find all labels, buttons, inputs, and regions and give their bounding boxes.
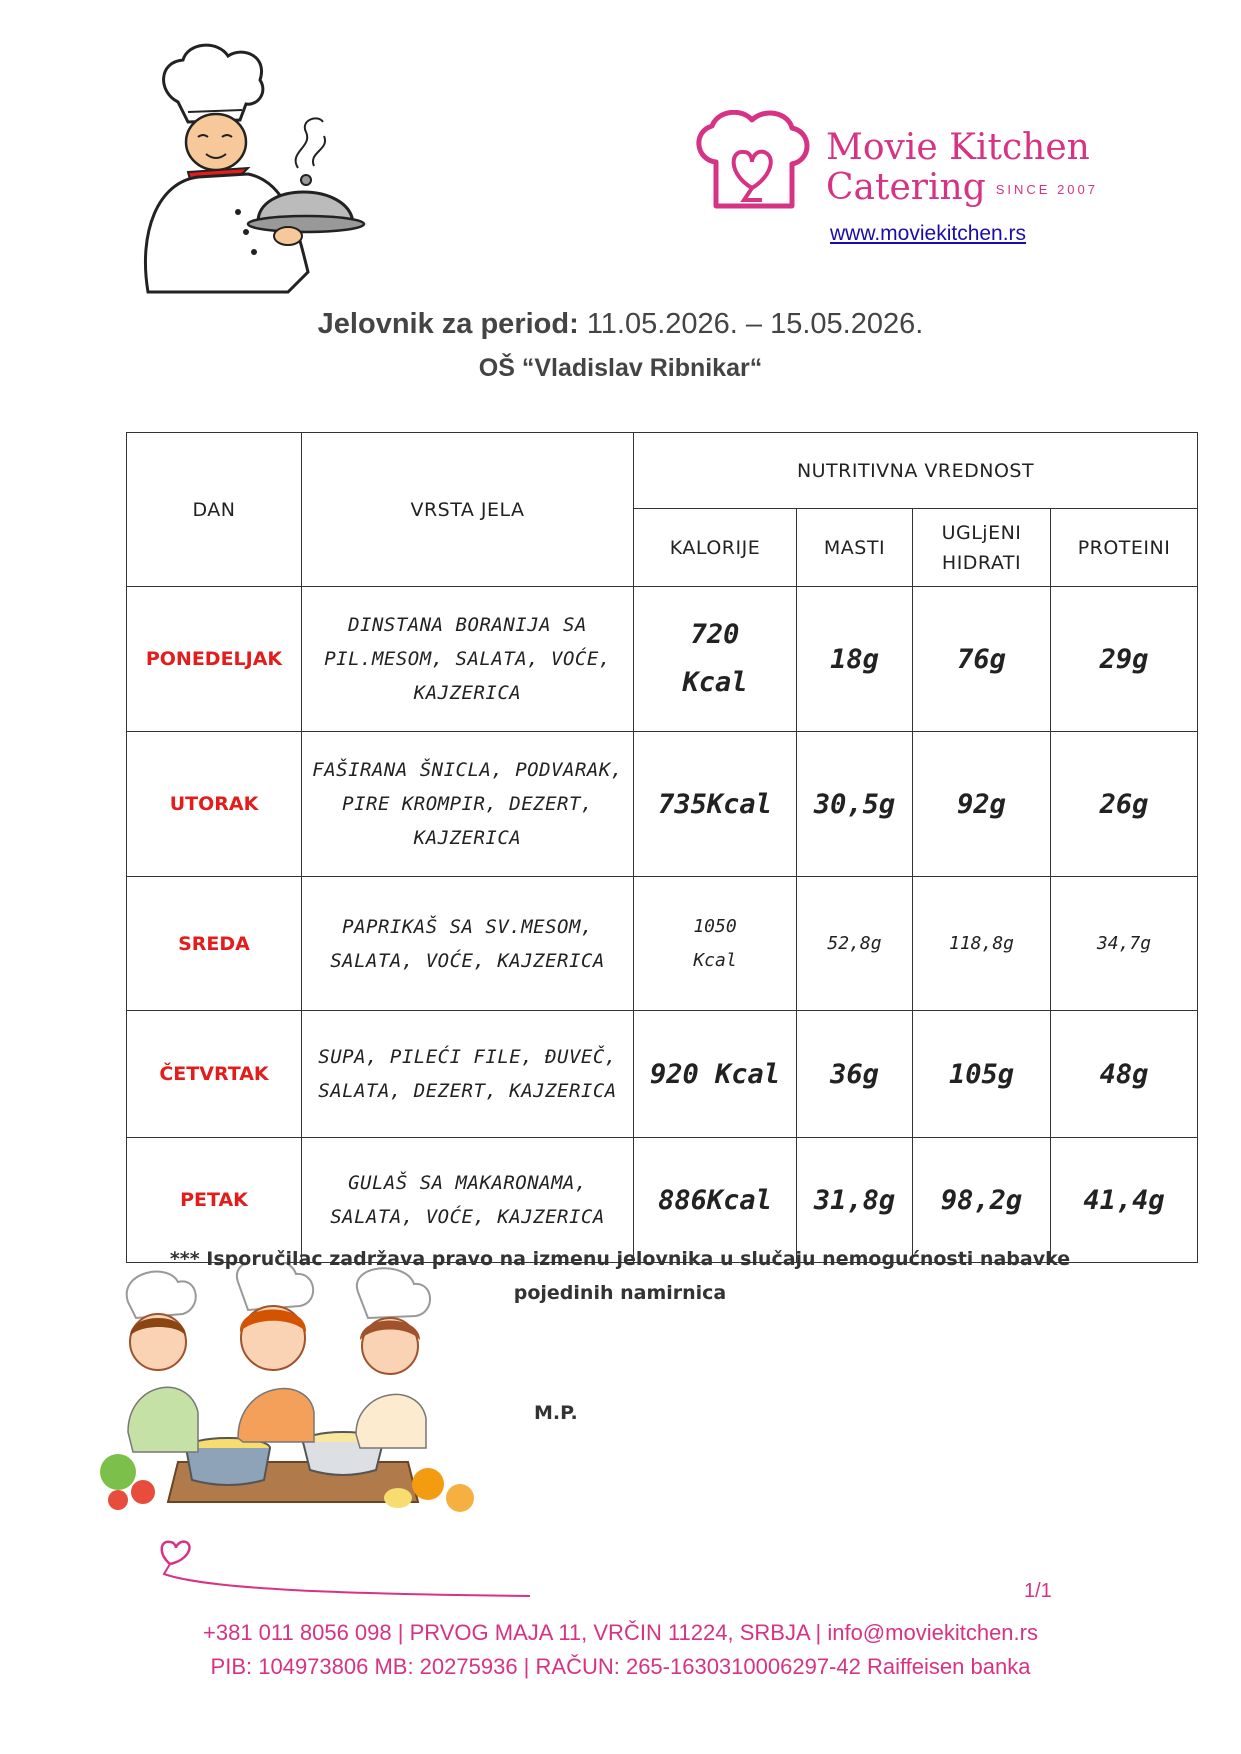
disclaimer-note: *** Isporučilac zadržava pravo na izmenu jelovnika u slučaju nemogućnosti nabavke pojedinih namirnica [169, 1248, 1071, 1304]
brand-logo-icon [688, 110, 816, 214]
table-row [127, 1011, 1198, 1138]
row-calories-unit: Kcal [682, 667, 748, 698]
title-period: 11.05.2026. – 15.05.2026. [586, 308, 924, 340]
heart-signature-icon [150, 1534, 540, 1604]
header-carbs-line2: HIDRATI [941, 551, 1022, 574]
page-number: 1/1 [1024, 1580, 1052, 1602]
row-dish: GULAŠ SA MAKARONAMA, SALATA, VOĆE, KAJZERICA [302, 1138, 634, 1263]
title-label: Jelovnik za period: [317, 308, 579, 340]
header-fat: MASTI [797, 509, 913, 587]
brand-line2: Catering [826, 167, 986, 208]
row-fat: 18g [797, 587, 913, 732]
row-carbs: 105g [913, 1011, 1051, 1138]
row-dish: SUPA, PILEĆI FILE, ĐUVEČ, SALATA, DEZERT, KAJZERICA [302, 1011, 634, 1138]
row-carbs: 92g [913, 732, 1051, 877]
row-calories-value: 720 [690, 619, 740, 650]
row-carbs: 98,2g [913, 1138, 1051, 1263]
header-nutrition: NUTRITIVNA VREDNOST [634, 433, 1198, 509]
row-fat: 31,8g [797, 1138, 913, 1263]
brand-since: SINCE 2007 [995, 182, 1098, 197]
menu-table [126, 432, 1198, 1263]
brand-line1: Movie Kitchen [826, 127, 1090, 168]
row-calories: 920 Kcal [634, 1011, 797, 1138]
row-day: UTORAK [127, 732, 302, 877]
header-carbs-line1: UGLjENI [941, 521, 1022, 544]
row-dish: DINSTANA BORANIJA SA PIL.MESOM, SALATA, VOĆE, KAJZERICA [302, 587, 634, 732]
stamp-label: M.P. [534, 1402, 578, 1424]
brand-name [826, 128, 1098, 210]
row-protein: 34,7g [1051, 877, 1198, 1011]
row-protein: 26g [1051, 732, 1198, 877]
row-carbs: 76g [913, 587, 1051, 732]
table-row [127, 587, 1198, 732]
row-protein: 29g [1051, 587, 1198, 732]
row-day: PETAK [127, 1138, 302, 1263]
row-dish: FAŠIRANA ŠNICLA, PODVARAK, PIRE KROMPIR, DEZERT, KAJZERICA [302, 732, 634, 877]
header-protein: PROTEINI [1051, 509, 1198, 587]
row-calories-unit: Kcal [693, 949, 737, 971]
row-calories [634, 587, 797, 732]
table-row [127, 877, 1198, 1011]
row-calories [634, 877, 797, 1011]
header-dish: VRSTA JELA [302, 433, 634, 587]
menu-title [0, 308, 1241, 341]
table-row [127, 732, 1198, 877]
footer-contact: +381 011 8056 098 | PRVOG MAJA 11, VRČIN 11224, SRBJA | info@moviekitchen.rs [203, 1620, 1038, 1645]
footer-company-info: PIB: 104973806 MB: 20275936 | RAČUN: 265-1630310006297-42 Raiffeisen banka [210, 1654, 1031, 1679]
row-fat: 30,5g [797, 732, 913, 877]
row-fat: 52,8g [797, 877, 913, 1011]
row-calories: 886Kcal [634, 1138, 797, 1263]
header-calories: KALORIJE [634, 509, 797, 587]
row-day: SREDA [127, 877, 302, 1011]
row-protein: 48g [1051, 1011, 1198, 1138]
website-link[interactable]: www.moviekitchen.rs [830, 222, 1027, 245]
row-carbs: 118,8g [913, 877, 1051, 1011]
row-day: ČETVRTAK [127, 1011, 302, 1138]
row-day: PONEDELJAK [127, 587, 302, 732]
header-carbs [913, 509, 1051, 587]
row-calories-value: 1050 [693, 915, 737, 937]
header-day: DAN [127, 433, 302, 587]
table-header-row [127, 433, 1198, 509]
row-dish: PAPRIKAŠ SA SV.MESOM, SALATA, VOĆE, KAJZERICA [302, 877, 634, 1011]
row-protein: 41,4g [1051, 1138, 1198, 1263]
chef-illustration [118, 42, 378, 302]
row-fat: 36g [797, 1011, 913, 1138]
school-name: OŠ “Vladislav Ribnikar“ [478, 354, 763, 382]
row-calories: 735Kcal [634, 732, 797, 877]
